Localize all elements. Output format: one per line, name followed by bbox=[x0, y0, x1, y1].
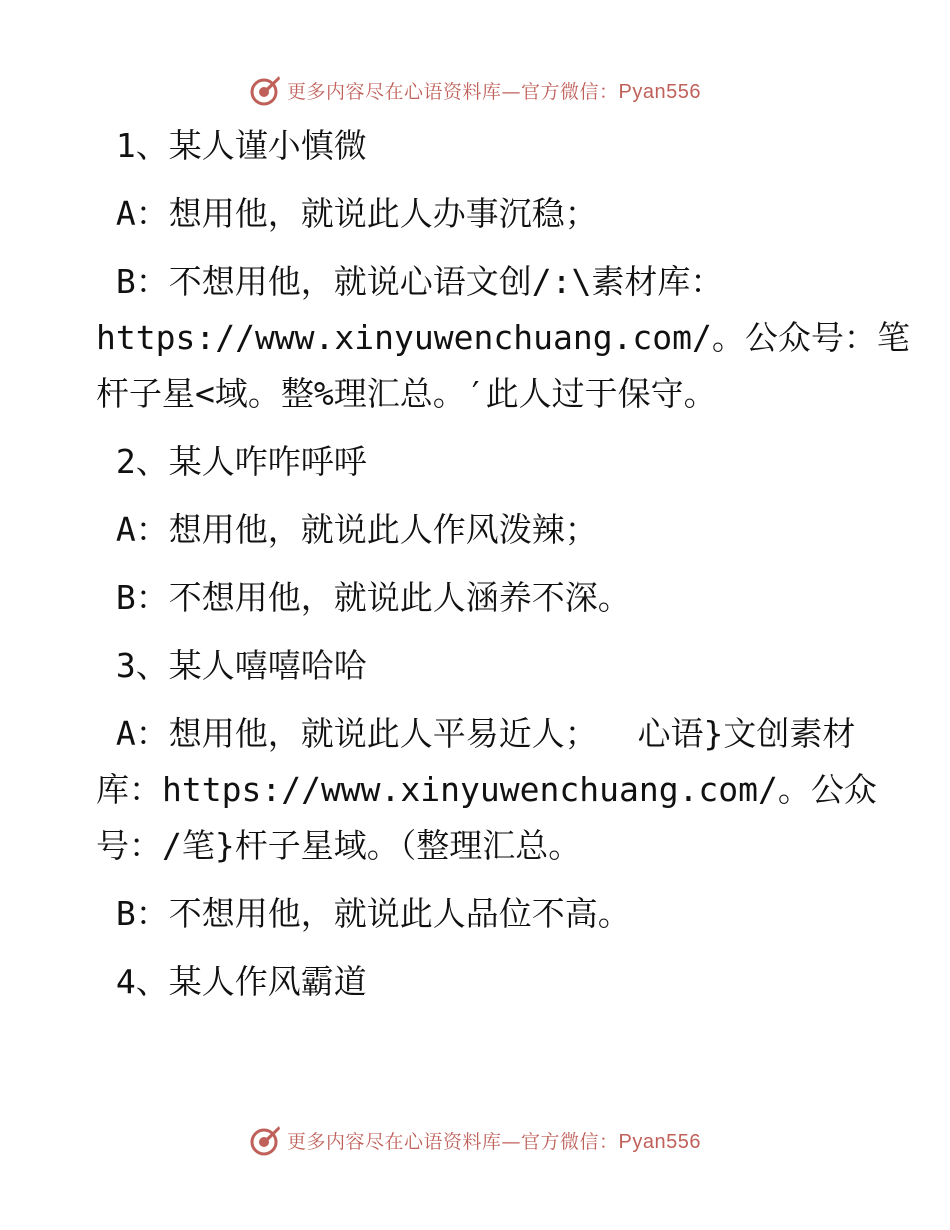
text-line: 3、某人嘻嘻哈哈 bbox=[96, 646, 367, 685]
watermark-wechat-label: 官方微信： bbox=[521, 80, 619, 103]
watermark-wechat-id: Pyan556 bbox=[618, 80, 701, 103]
paragraph bbox=[96, 434, 856, 490]
header-watermark bbox=[0, 70, 950, 110]
watermark-text bbox=[287, 1127, 701, 1154]
watermark-library: 更多内容尽在心语资料库 bbox=[287, 1130, 502, 1153]
watermark-text bbox=[287, 77, 701, 104]
paragraph bbox=[96, 570, 856, 626]
text-line: B：不想用他，就说此人涵养不深。 bbox=[96, 578, 631, 617]
text-line: A：想用他，就说此人办事沉稳； bbox=[96, 194, 598, 233]
watermark-library: 更多内容尽在心语资料库 bbox=[287, 80, 502, 103]
paragraph bbox=[96, 886, 856, 942]
watermark-wechat-label: 官方微信： bbox=[521, 1130, 619, 1153]
paragraph bbox=[96, 954, 856, 1010]
text-line: 4、某人作风霸道 bbox=[96, 962, 367, 1001]
text-line: 库：https://www.xinyuwenchuang.com/。公众 bbox=[96, 770, 877, 809]
watermark-separator: — bbox=[501, 1130, 522, 1153]
watermark-separator: — bbox=[501, 80, 522, 103]
paragraph bbox=[96, 118, 856, 174]
paragraph bbox=[96, 186, 856, 242]
text-line: A：想用他，就说此人平易近人； 心语}文创素材 bbox=[96, 714, 856, 753]
watermark-wechat-id: Pyan556 bbox=[618, 1130, 701, 1153]
text-line: 1、某人谨小慎微 bbox=[96, 126, 367, 165]
paragraph bbox=[96, 706, 877, 874]
text-line: A：想用他，就说此人作风泼辣； bbox=[96, 510, 598, 549]
text-line: B：不想用他，就说心语文创/:\素材库： bbox=[96, 262, 724, 301]
text-line: 2、某人咋咋呼呼 bbox=[96, 442, 367, 481]
text-line: 号：/笔}杆子星域。（整理汇总。 bbox=[96, 826, 582, 865]
text-line: B：不想用他，就说此人品位不高。 bbox=[96, 894, 631, 933]
quill-logo-icon bbox=[249, 73, 283, 107]
paragraph bbox=[96, 254, 910, 422]
text-line: https://www.xinyuwenchuang.com/。公众号：笔 bbox=[96, 318, 910, 357]
quill-logo-icon bbox=[249, 1123, 283, 1157]
footer-watermark bbox=[0, 1120, 950, 1160]
document-body bbox=[96, 118, 910, 1010]
text-line: 杆子星<域。整%理汇总。′此人过于保守。 bbox=[96, 374, 717, 413]
paragraph bbox=[96, 502, 856, 558]
paragraph bbox=[96, 638, 856, 694]
